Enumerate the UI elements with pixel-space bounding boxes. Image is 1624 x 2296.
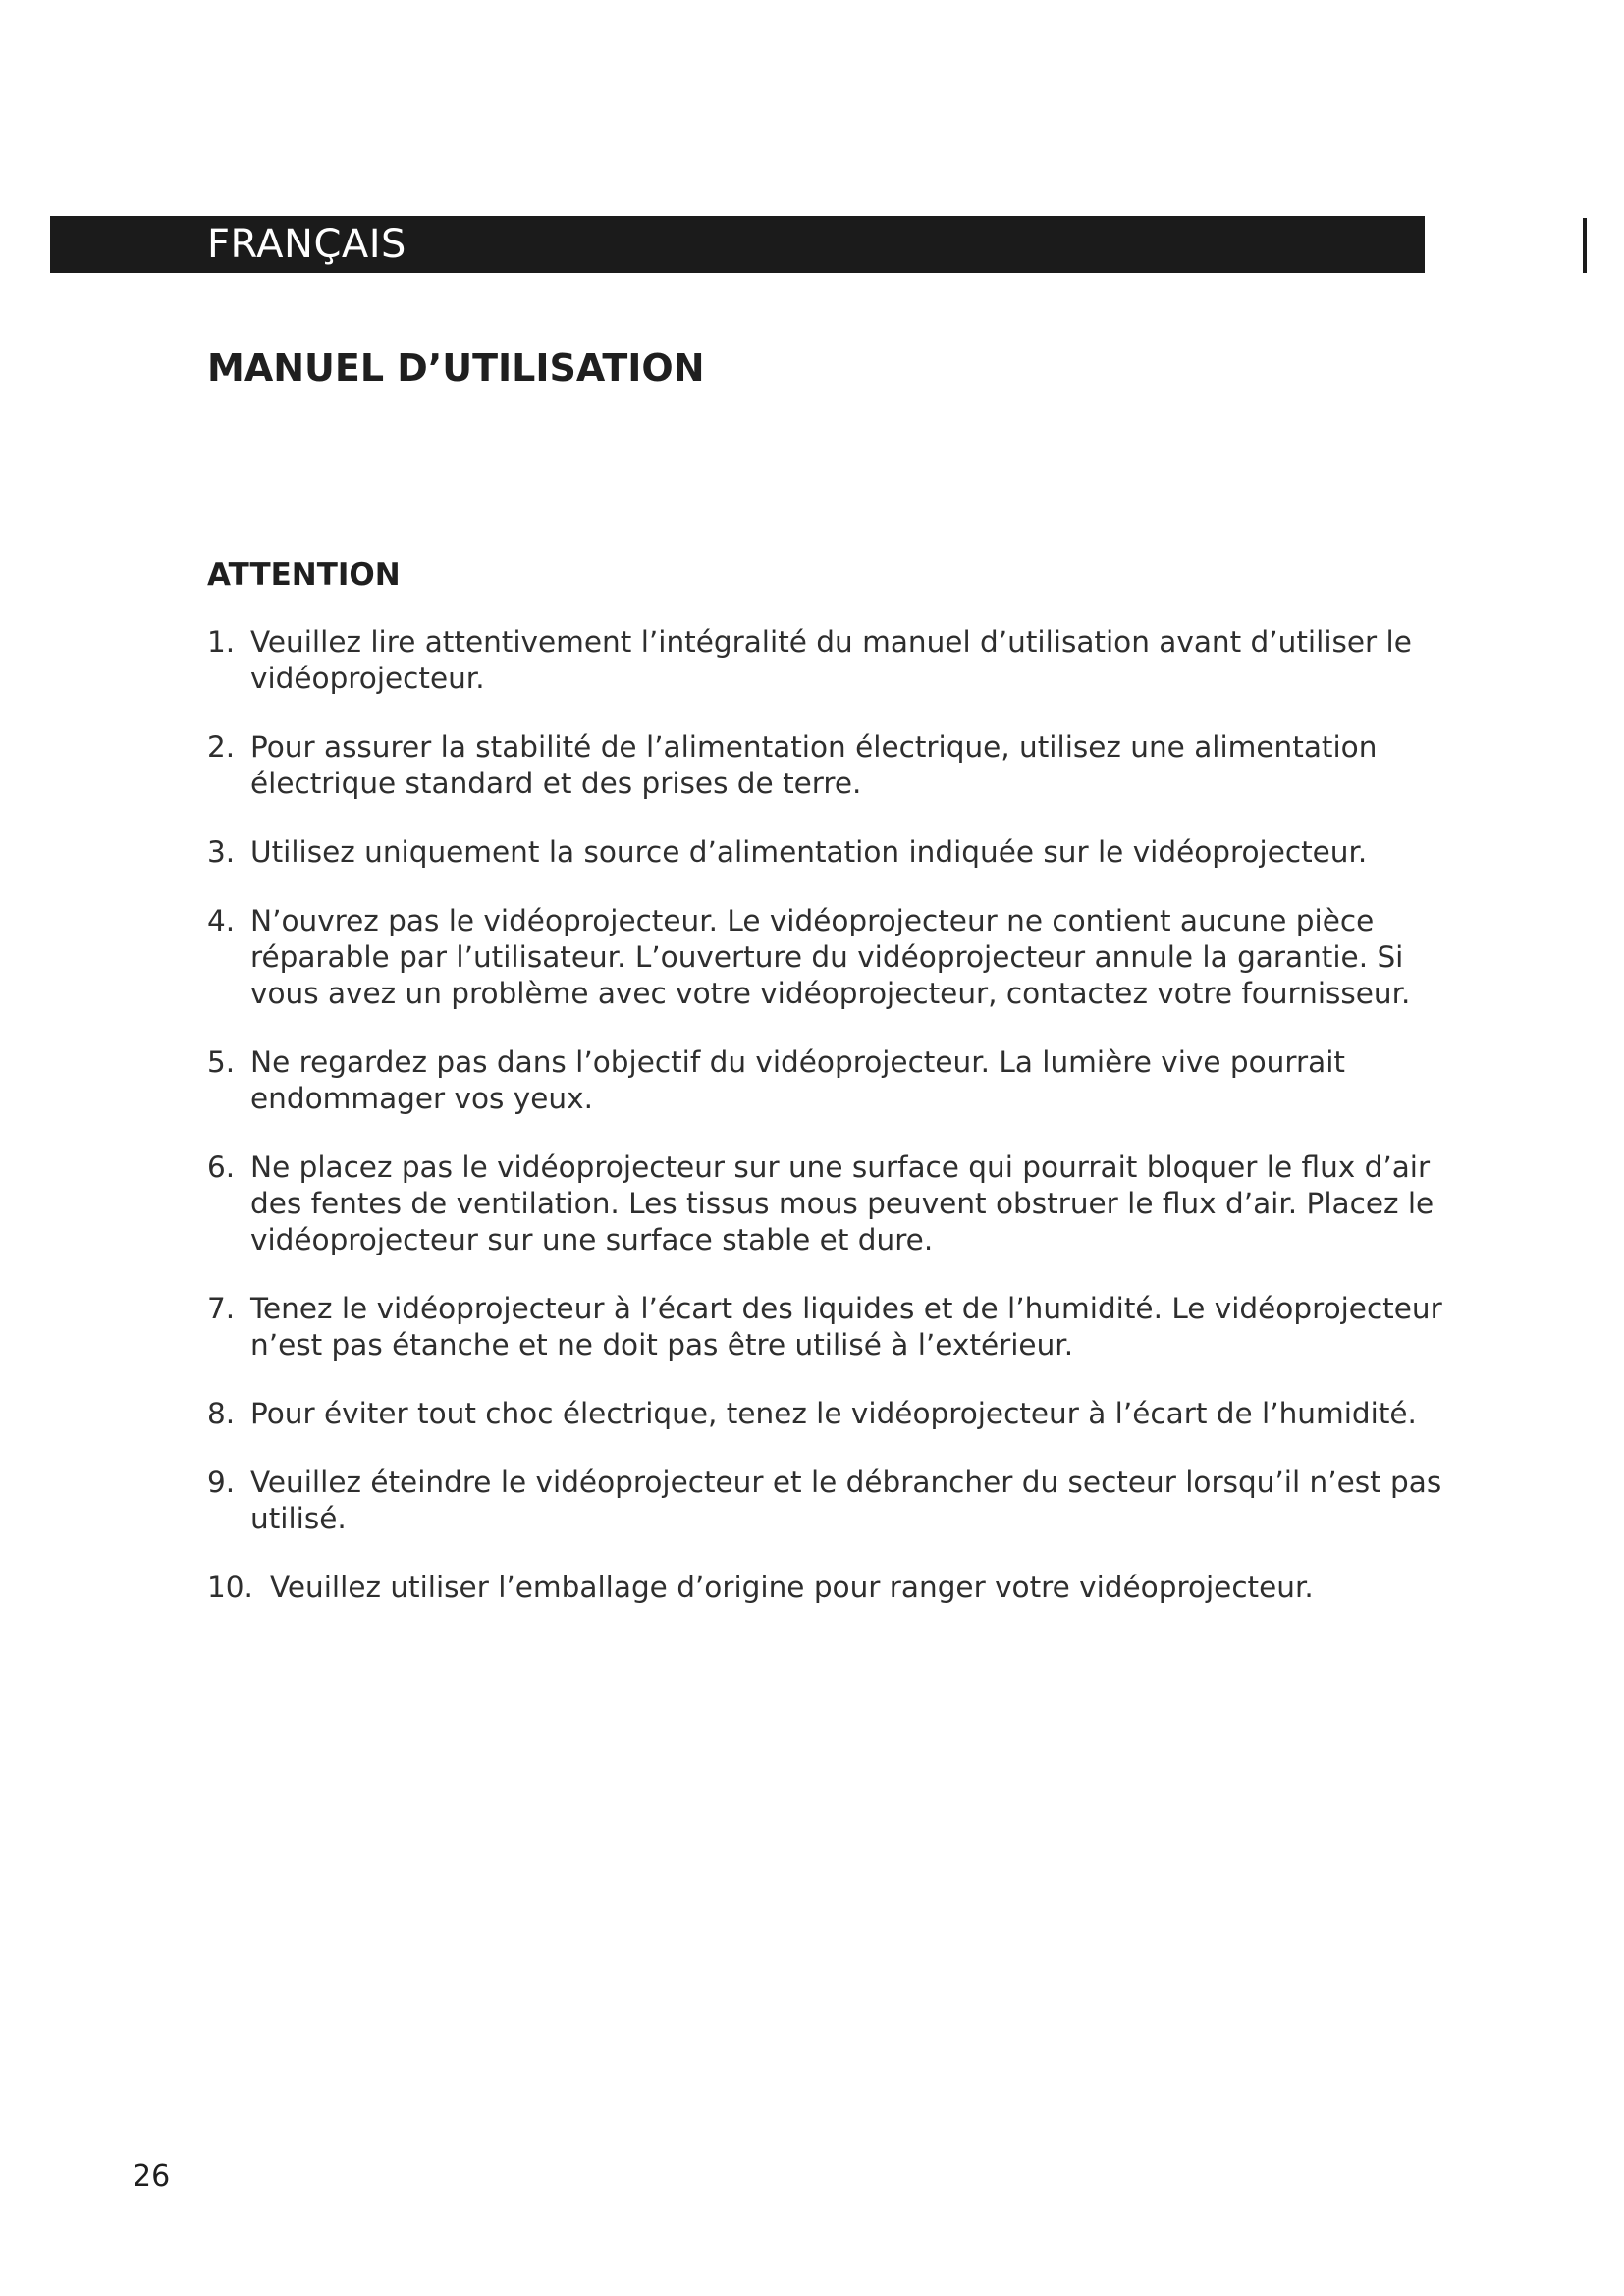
document-title: MANUEL D’UTILISATION — [207, 347, 705, 390]
edge-marker — [1583, 218, 1587, 273]
item-text: Pour assurer la stabilité de l’alimentation électrique, utilisez une alimentation électrique standard et des prises de terre. — [250, 730, 1378, 800]
item-text: Veuillez lire attentivement l’intégralité du manuel d’utilisation avant d’utiliser le vidéoprojecteur. — [250, 625, 1412, 695]
item-text: Ne placez pas le vidéoprojecteur sur une surface qui pourrait bloquer le flux d’air des fentes de ventilation. Les tissus mous peuvent obstruer le flux d’air. Placez le vidéoprojecteur sur une surface stable et dure. — [250, 1150, 1435, 1256]
item-number: 8. — [207, 1397, 236, 1430]
item-text: N’ouvrez pas le vidéoprojecteur. Le vidéoprojecteur ne contient aucune pièce réparable par l’utilisateur. L’ouverture du vidéoprojecteur annule la garantie. Si vous avez un problème avec votre vidéoprojecteur, contactez votre fournisseur. — [250, 904, 1411, 1010]
item-number: 2. — [207, 730, 236, 764]
item-number: 3. — [207, 835, 236, 869]
item-text: Utilisez uniquement la source d’alimentation indiquée sur le vidéoprojecteur. — [250, 835, 1368, 869]
list-item — [207, 1149, 1454, 1258]
list-item — [207, 834, 1454, 871]
item-number: 6. — [207, 1150, 236, 1184]
list-item — [207, 1570, 1454, 1606]
list-item — [207, 624, 1454, 697]
list-item — [207, 1465, 1454, 1537]
language-header-bar — [50, 216, 1425, 273]
list-item — [207, 1044, 1454, 1117]
warning-list — [207, 624, 1454, 1638]
item-text: Veuillez éteindre le vidéoprojecteur et le débrancher du secteur lorsqu’il n’est pas utilisé. — [250, 1466, 1442, 1535]
item-number: 9. — [207, 1466, 236, 1499]
item-number: 10. — [207, 1571, 253, 1604]
list-item — [207, 729, 1454, 802]
section-title: ATTENTION — [207, 558, 401, 593]
list-item — [207, 903, 1454, 1012]
item-number: 1. — [207, 625, 236, 659]
item-text: Ne regardez pas dans l’objectif du vidéoprojecteur. La lumière vive pourrait endommager vos yeux. — [250, 1045, 1345, 1115]
item-text: Tenez le vidéoprojecteur à l’écart des liquides et de l’humidité. Le vidéoprojecteur n’est pas étanche et ne doit pas être utilisé à l’extérieur. — [250, 1292, 1442, 1362]
item-text: Pour éviter tout choc électrique, tenez le vidéoprojecteur à l’écart de l’humidité. — [250, 1397, 1417, 1430]
page-number: 26 — [133, 2160, 171, 2194]
item-number: 4. — [207, 904, 236, 937]
item-number: 5. — [207, 1045, 236, 1079]
item-text: Veuillez utiliser l’emballage d’origine pour ranger votre vidéoprojecteur. — [270, 1571, 1314, 1604]
list-item — [207, 1396, 1454, 1432]
list-item — [207, 1291, 1454, 1363]
language-label: FRANÇAIS — [207, 222, 406, 267]
item-number: 7. — [207, 1292, 236, 1325]
